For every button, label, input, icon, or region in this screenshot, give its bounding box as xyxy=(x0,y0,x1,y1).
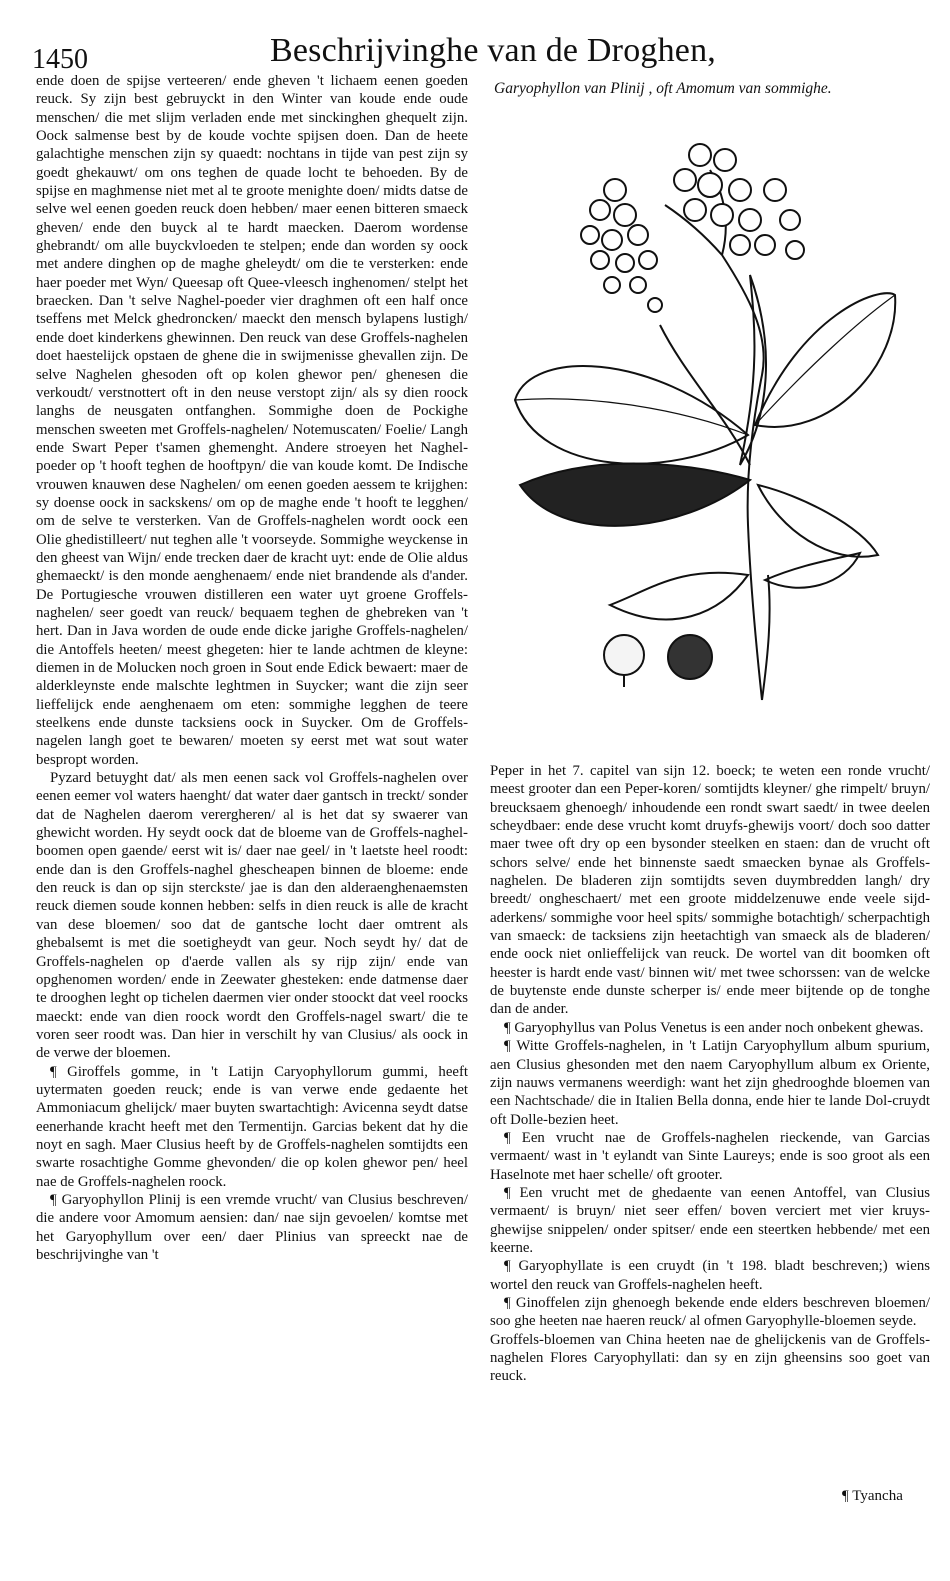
paragraph: Pyzard betuyght dat/ als men eenen sack vol Groffels-naghelen over eenen eemer vol waters haenght/ dat water daer gantsch in treckt/ sonder dat de Naghelen daerom verergheren/ al is het dat sy swaerer van ghewicht worden. Hy seydt oock dat de bloeme van de Groffels-naghel-boomen open gaende/ eerst wit is/ daer nae geel/ in 't laetste heel roodt: ende dan is den Groffels-naghel ghescheapen binnen de bloeme: ende den reuck is dan op sijn sterckste/ jae is dan den alderaenghenaemsten reuck diemen soude konnen hebben: selfs in dien reuck is alle de kracht van dese bloemen/ soo dat de gantsche locht daer omtrent als ghebalsemt is met die soetigheydt van geur. Noch seydt hy/ dat de Groffels-naghelen op d'aerde vallen als sy rijp zijn/ ende van opghenomen worden/ ende in Zeewater ghesteken: ende datmense daer te drooghen leght op tichelen daermen vier onder stoockt dat veel roocks maeckt: ende van dien roock wordt den Groffels-nagel swart/ die te voren seer roodt was. Dan hier in verschilt hy van Clusius/ als oock in de verwe der bloemen. xyxy=(36,770,468,1062)
berry xyxy=(689,144,711,166)
stem xyxy=(762,575,770,700)
figure-caption: Garyophyllon van Plinij , oft Amomum van sommighe. xyxy=(494,80,832,97)
berry xyxy=(780,210,800,230)
berry xyxy=(755,235,775,255)
paragraph: ¶ Een vrucht met de ghedaente van eenen Antoffel, van Clusius vermaent/ is bruyn/ niet seer effen/ boven verciert met vier kruys-ghewijse snippelen/ onder spitser/ ende een steertken hebbende/ met een keerne. xyxy=(490,1184,930,1256)
left-column xyxy=(36,72,468,1264)
berry xyxy=(730,235,750,255)
paragraph: ¶ Garyophyllon Plinij is een vremde vrucht/ van Clusius beschreven/ die andere voor Amomum aensien: dan/ nae sijn gevoelen/ komtse met het Garyophyllum over een/ daer Plinius van spreeckt nae de beschrijvinghe van 't xyxy=(36,1191,468,1263)
berry xyxy=(698,173,722,197)
berry xyxy=(616,254,634,272)
berry xyxy=(630,277,646,293)
berry xyxy=(614,204,636,226)
fruit xyxy=(604,635,644,675)
fruit xyxy=(668,635,712,679)
berry xyxy=(591,251,609,269)
paragraph: ¶ Garyophyllus van Polus Venetus is een ander noch onbekent ghewas. xyxy=(504,1019,924,1036)
paragraph: ¶ Witte Groffels-naghelen, in 't Latijn Caryophyllum album spurium, aen Clusius ghesonden met den naem Caryophyllum album ex Oriente, zijn nauws vermanens weerdigh: want het zijn ghedrooghde bloemen van een Nachtschade/ die in Italien Bella donna, ende hier te lande Dol-cruydt oft Dolle-bezien heet. xyxy=(490,1038,930,1128)
paragraph: ¶ Garyophyllate is een cruydt (in 't 198. bladt beschreven;) wiens wortel den reuck van Groffels-naghelen heeft. xyxy=(490,1258,930,1293)
berry xyxy=(590,200,610,220)
berry xyxy=(639,251,657,269)
paragraph: Groffels-bloemen van China heeten nae de ghelijckenis van de Groffels-naghelen Flores Caryophyllati: dan sy en zijn gheensins soo goet van reuck. xyxy=(490,1331,930,1385)
berry xyxy=(648,298,662,312)
berry xyxy=(684,199,706,221)
leaf-vein xyxy=(515,399,748,435)
paragraph: ¶ Een vrucht nae de Groffels-naghelen rieckende, van Garcias vermaent/ wast in 't eylandt van Sinte Laureys; ende is soo groot als een Haselnote met haer schelle/ oft grooter. xyxy=(490,1129,930,1183)
leaf xyxy=(765,553,860,588)
leaf xyxy=(758,485,878,557)
leaf xyxy=(610,573,748,620)
berry xyxy=(739,209,761,231)
berry xyxy=(604,179,626,201)
berry xyxy=(604,277,620,293)
berry xyxy=(674,169,696,191)
catchword: ¶ Tyancha xyxy=(842,1488,903,1504)
berry xyxy=(602,230,622,250)
berry xyxy=(714,149,736,171)
running-title: Beschrijvinghe van de Droghen, xyxy=(270,32,716,69)
leaf xyxy=(515,366,748,464)
berry xyxy=(729,179,751,201)
berry xyxy=(786,241,804,259)
page-number: 1450 xyxy=(32,44,88,75)
berry xyxy=(581,226,599,244)
berry xyxy=(711,204,733,226)
leaf xyxy=(755,293,895,427)
leaf xyxy=(520,464,750,526)
leaf-vein xyxy=(755,295,895,425)
stem xyxy=(660,325,750,465)
right-column xyxy=(490,762,930,1386)
paragraph: ¶ Ginoffelen zijn ghenoegh bekende ende elders beschreven bloemen/ soo ghe heeten nae haeren reuck/ al ofmen Garyophylle-bloemen seyde. xyxy=(490,1294,930,1330)
paragraph: ¶ Giroffels gomme, in 't Latijn Caryophyllorum gummi, heeft uytermaten goeden reuck; ende is van verwe ende gedaente het Ammoniacum ghelijck/ maer buyten swartachtigh: Avicenna seydt datse eenerhande kracht heeft met den Termentijn. Garcias bekent dat hy die noyt en sagh. Maer Clusius heeft by de Groffels-naghelen somtijdts een swarte rosachtighe Gomme ghevonden/ die op kolen ghewor pen/ heel nae de Groffels-naghelen roock. xyxy=(36,1063,468,1190)
plant-illustration xyxy=(500,135,910,760)
berry xyxy=(764,179,786,201)
paragraph: ende doen de spijse verteeren/ ende gheven 't lichaem eenen goeden reuck. Sy zijn best gebruyckt in den Winter van koude ende oude menschen/ die met slijm verladen ende met sinckinghen ghequelt zijn. Oock salmense best by de koude vochte spijsen doen. Dan de heete galachtighe menschen zijn sy quaedt: nochtans in tijde van pest zijn sy goedt ghekauwt/ om ons teghen de quade locht te behoeden. By de spijse en maghmense niet met al te groote menighte doen/ midts datse de selve wel eenen goeden reuck doen hebben/ maer eenen bitteren smaeck gheven/ ende den buyck al te hardt maecken. Daerom wordense ghebrandt/ om alle buyckvloeden te stelpen; ende dan worden sy oock met andere dinghen op de maghe gheleydt/ om die te versterken: ende haer poeder met Wyn/ Queesap oft Quee-vleesch inghenomen/ stelpt het braecken. Dan 't selve Naghel-poeder vier draghmen oft een half once tseffens met Melck ghedroncken/ maeckt den mensch bylapens lustigh/ ende doet kinderkens ghewinnen. Den reuck van dese Groffels-naghelen doet haestelijck opstaen de ghene die in swijmenisse ghevallen zijn. De selve Naghelen ghesoden oft op kolen ghewor pen/ ghenesen die verkoudt/ verstnottert oft in den neuse verstopt zijn/ als sy dien roock langhs de neusgaten ontfanghen. Sommighe doen de Pockighe menschen sweeten met Groffels-naghelen/ Notemuscaten/ Foelie/ Langh ende Swart Peper t'samen ghemenght. Andere stroeyen het Naghel-poeder op 't hooft teghen de hooftpyn/ die van koude komt. De Indische vrouwen knauwen dese Naghelen/ om eenen goeden aessem te krijghen: sy doense oock in sackskens/ om op de maghe ende 't hooft te legghen/ om de selve te versterken. Van de Groffels-naghelen wordt oock een Olie ghedistilleert/ nut teghen alle 't voorseyde. Sommighe weyckense in den gheest van Wijn/ ende trecken daer de kracht uyt: ende de Olie aldus ghemaeckt/ is den monde aenghenaem/ ende niet brandende als d'ander. De Portugiesche vrouwen distilleren een water uyt groene Groffels-naghelen/ seer goedt van reuck/ bequaem teghen de ghebreken van 't hert. Dan in Java worden de oude ende dicke jarighe Groffels-naghelen/ die Antoffels heeten/ meest ghegeten: hier te lande achtmen de kleyne: diemen in de Molucken noch groen in Sout ende Edick bewaert: maer de alderkleynste ende malschte leghtmen in Suycker; want die zijn seer lieffelijck ende aenghenaem om eten: sommighe legghen de teere steelkens ende dunste tacksiens oock in Suycker. Om de Groffels-nagelen langh goet te bewaren/ moeten sy eerst met wat sout water bespropt worden. xyxy=(36,73,468,768)
paragraph: Peper in het 7. capitel van sijn 12. boeck; te weten een ronde vrucht/ meest grooter dan een Peper-koren/ somtijdts kleyner/ ghe rimpelt/ bruyn/ breucksaem ghenoegh/ inhoudende een rondt swart saedt/ in twee deelen scheydbaer: ende dese vrucht komt druyfs-ghewijs voort/ doch soo datter maer twee oft dry op een bysonder steelken en staen: dan de vrucht oft schors selve/ ende het binnenste saedt smaecken bynae als Groffels-naghelen. De bladeren zijn somtijdts seven duymbredden langh/ dry breedt/ ongheschaert/ met een groote middelzenuwe ende veele sijd-aderkens/ sommighe voor heel spits/ sommighe botachtigh/ scherpachtigh van smaeck: de tacksiens zijn heetachtigh van smaeck als de bladeren/ ende oock niet onlieffelijck van reuck. De wortel van dit boomken oft heester is hardt ende vast/ binnen wit/ met twee schorssen: van de welcke de buytenste ende dunste scherper is/ ende meer bijtende op de tonghe dan de ander. xyxy=(490,763,930,1018)
berry xyxy=(628,225,648,245)
